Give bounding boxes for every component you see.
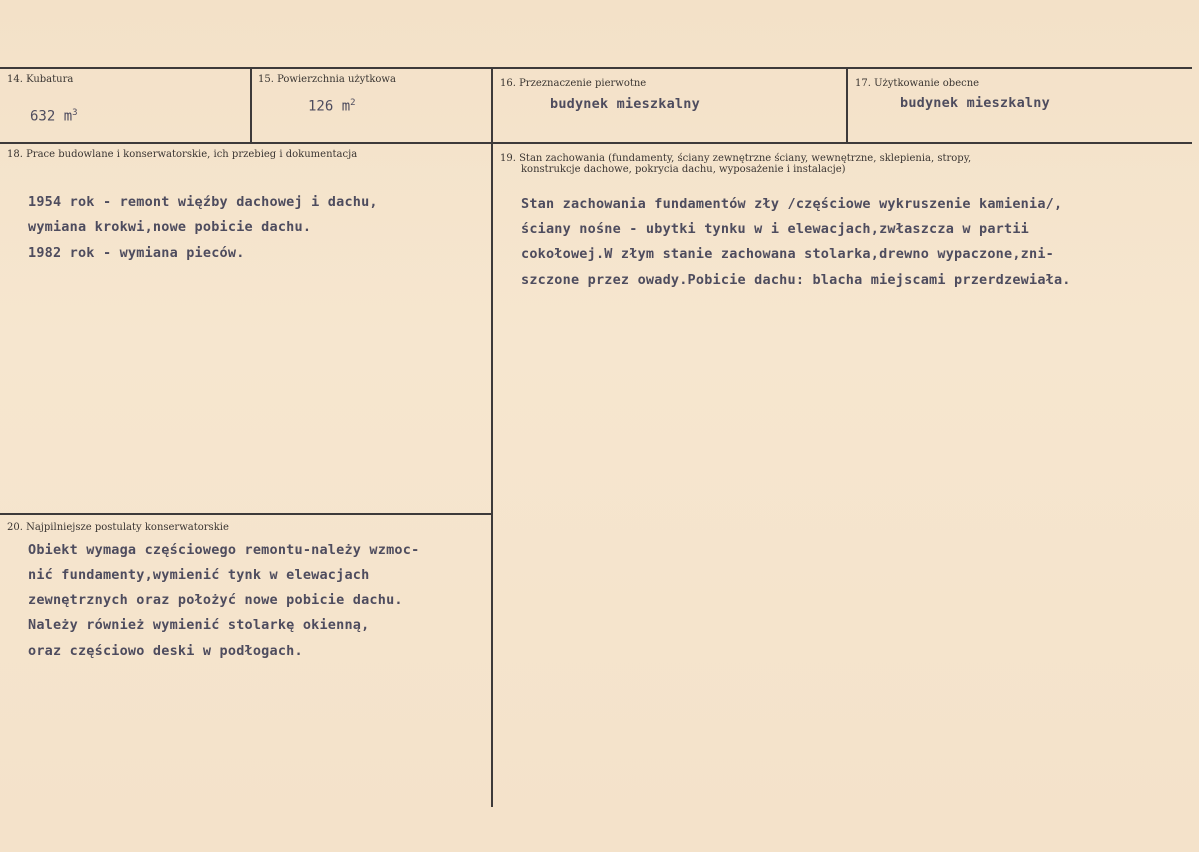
field20-line: Obiekt wymaga częściowego remontu-należy wzmoc- (28, 542, 420, 558)
field16-label: 16. Przeznaczenie pierwotne (500, 78, 647, 89)
field16-value: budynek mieszkalny (550, 96, 700, 112)
field15-label: 15. Powierzchnia użytkowa (258, 74, 396, 85)
field18-line: wymiana krokwi,nowe pobicie dachu. (28, 219, 312, 235)
field14-exponent: 3 (72, 108, 78, 118)
divider-14-15 (250, 67, 252, 143)
field18-line: 1954 rok - remont więźby dachowej i dachu, (28, 194, 378, 210)
field18-label: 18. Prace budowlane i konserwatorskie, ich przebieg i dokumentacja (7, 149, 358, 160)
field20-line: nić fundamenty,wymienić tynk w elewacjach (28, 567, 370, 583)
field15-value (308, 98, 356, 115)
field19-label-line2: konstrukcje dachowe, pokrycia dachu, wyposażenie i instalacje) (521, 164, 846, 175)
divider-16-17 (846, 67, 848, 143)
row1-bottom-rule (0, 142, 1192, 144)
field15-exponent: 2 (350, 98, 356, 108)
field14-value (30, 108, 78, 125)
field17-value: budynek mieszkalny (900, 95, 1050, 111)
field20-line: Należy również wymienić stolarkę okienną, (28, 617, 370, 633)
field19-line: cokołowej.W złym stanie zachowana stolarka,drewno wypaczone,zni- (521, 246, 1054, 262)
field19-label-line1: 19. Stan zachowania (fundamenty, ściany zewnętrzne ściany, wewnętrzne, sklepienia, stropy, (500, 153, 972, 164)
field20-line: oraz częściowo deski w podłogach. (28, 643, 303, 659)
top-rule (0, 67, 1192, 69)
field15-number: 126 m (308, 98, 351, 115)
field19-line: szczone przez owady.Pobicie dachu: blacha miejscami przerdzewiała. (521, 272, 1071, 288)
field20-label: 20. Najpilniejsze postulaty konserwatorskie (7, 522, 229, 533)
field18-bottom-rule (0, 513, 492, 515)
divider-main (491, 67, 493, 807)
field19-line: ściany nośne - ubytki tynku w i elewacjach,zwłaszcza w partii (521, 221, 1029, 237)
field14-label: 14. Kubatura (7, 74, 74, 85)
field19-line: Stan zachowania fundamentów zły /częściowe wykruszenie kamienia/, (521, 196, 1063, 212)
field18-line: 1982 rok - wymiana pieców. (28, 245, 245, 261)
field17-label: 17. Użytkowanie obecne (855, 78, 980, 89)
field14-number: 632 m (30, 108, 73, 125)
field20-line: zewnętrznych oraz położyć nowe pobicie dachu. (28, 592, 403, 608)
